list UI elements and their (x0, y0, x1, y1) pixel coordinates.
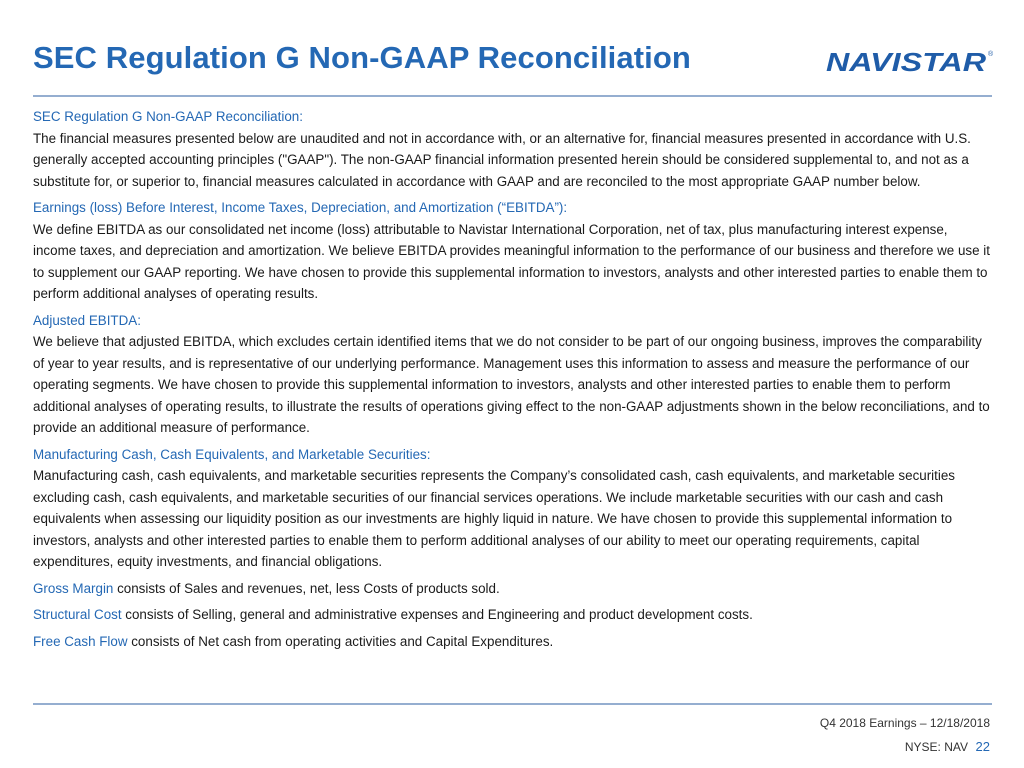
page-number: 22 (975, 739, 990, 754)
footer-divider (33, 703, 992, 705)
section-heading: Manufacturing Cash, Cash Equivalents, and Marketable Securities: (33, 446, 431, 462)
section-heading: Earnings (loss) Before Interest, Income Taxes, Depreciation, and Amortization (“EBITDA”): (33, 200, 568, 215)
section-heading: SEC Regulation G Non-GAAP Reconciliation: (33, 109, 303, 124)
definition-free-cash-flow (33, 631, 993, 653)
section-body: We define EBITDA as our consolidated net income (loss) attributable to Navistar International Corporation, net of tax, plus manufacturing interest expense, income taxes, and depreciation and amortization. We believe EBITDA provides meaningful information to the performance of our business and therefore we use it to supplement our GAAP reporting. We have chosen to provide this supplemental information to investors, analysts and other interested parties to enable them to perform additional analyses of operating results. (33, 221, 990, 301)
definition-text: consists of Sales and revenues, net, less Costs of products sold. (113, 580, 500, 596)
section-manufacturing-cash (33, 444, 993, 573)
definition-term: Structural Cost (33, 607, 122, 622)
section-body: Manufacturing cash, cash equivalents, and marketable securities represents the Company’s consolidated cash, cash equivalents, and marketable securities excluding cash, cash equivalents, and marketable securities of our financial services operations. We include marketable securities with our cash and cash equivalents when assessing our liquidity position as our investments are highly liquid in nature. We have chosen to provide this supplemental information to investors, analysts and other interested parties to enable them to perform additional analyses of our ability to meet our operating requirements, capital expenditures, equity investments, and financial obligations. (33, 468, 955, 569)
definition-text: consists of Net cash from operating activities and Capital Expenditures. (127, 633, 554, 649)
logo-registered-mark: ® (988, 51, 994, 58)
section-heading: Adjusted EBITDA: (33, 312, 141, 328)
section-ebitda (33, 197, 993, 305)
navistar-logo (826, 47, 994, 75)
footer-ticker: NYSE: NAV (904, 740, 968, 754)
header-divider (33, 95, 992, 97)
definition-text: consists of Selling, general and administrative expenses and Engineering and product development costs. (121, 607, 753, 622)
section-body: We believe that adjusted EBITDA, which excludes certain identified items that we do not consider to be part of our ongoing business, improves the comparability of year to year results, and is representative of our underlying performance. Management uses this information to assess and measure the performance of our operating segments. We have chosen to provide this supplemental information to investors, analysts and other interested parties to enable them to perform additional analyses of operating results, to illustrate the results of operations giving effect to the non-GAAP adjustments shown in the below reconciliations, and to provide an additional measure of performance. (33, 334, 990, 435)
definition-structural-cost (33, 604, 993, 626)
section-regulation-g (33, 106, 993, 192)
content (33, 106, 993, 657)
footer-event-label: Q4 2018 Earnings – 12/18/2018 (819, 716, 990, 730)
logo-wordmark: NAVISTAR (826, 47, 987, 75)
section-body: The financial measures presented below are unaudited and not in accordance with, or an alternative for, financial measures presented in accordance with U.S. generally accepted accounting principles ("GAAP"). The non-GAAP financial information presented herein should be considered supplemental to, and not as a substitute for, or superior to, financial measures calculated in accordance with GAAP and are reconciled to the most appropriate GAAP number below. (33, 130, 971, 189)
definition-term: Gross Margin (33, 580, 114, 596)
page-title: SEC Regulation G Non-GAAP Reconciliation (33, 40, 691, 75)
definition-term: Free Cash Flow (33, 633, 128, 649)
definition-gross-margin (33, 578, 993, 600)
section-adjusted-ebitda (33, 310, 993, 439)
